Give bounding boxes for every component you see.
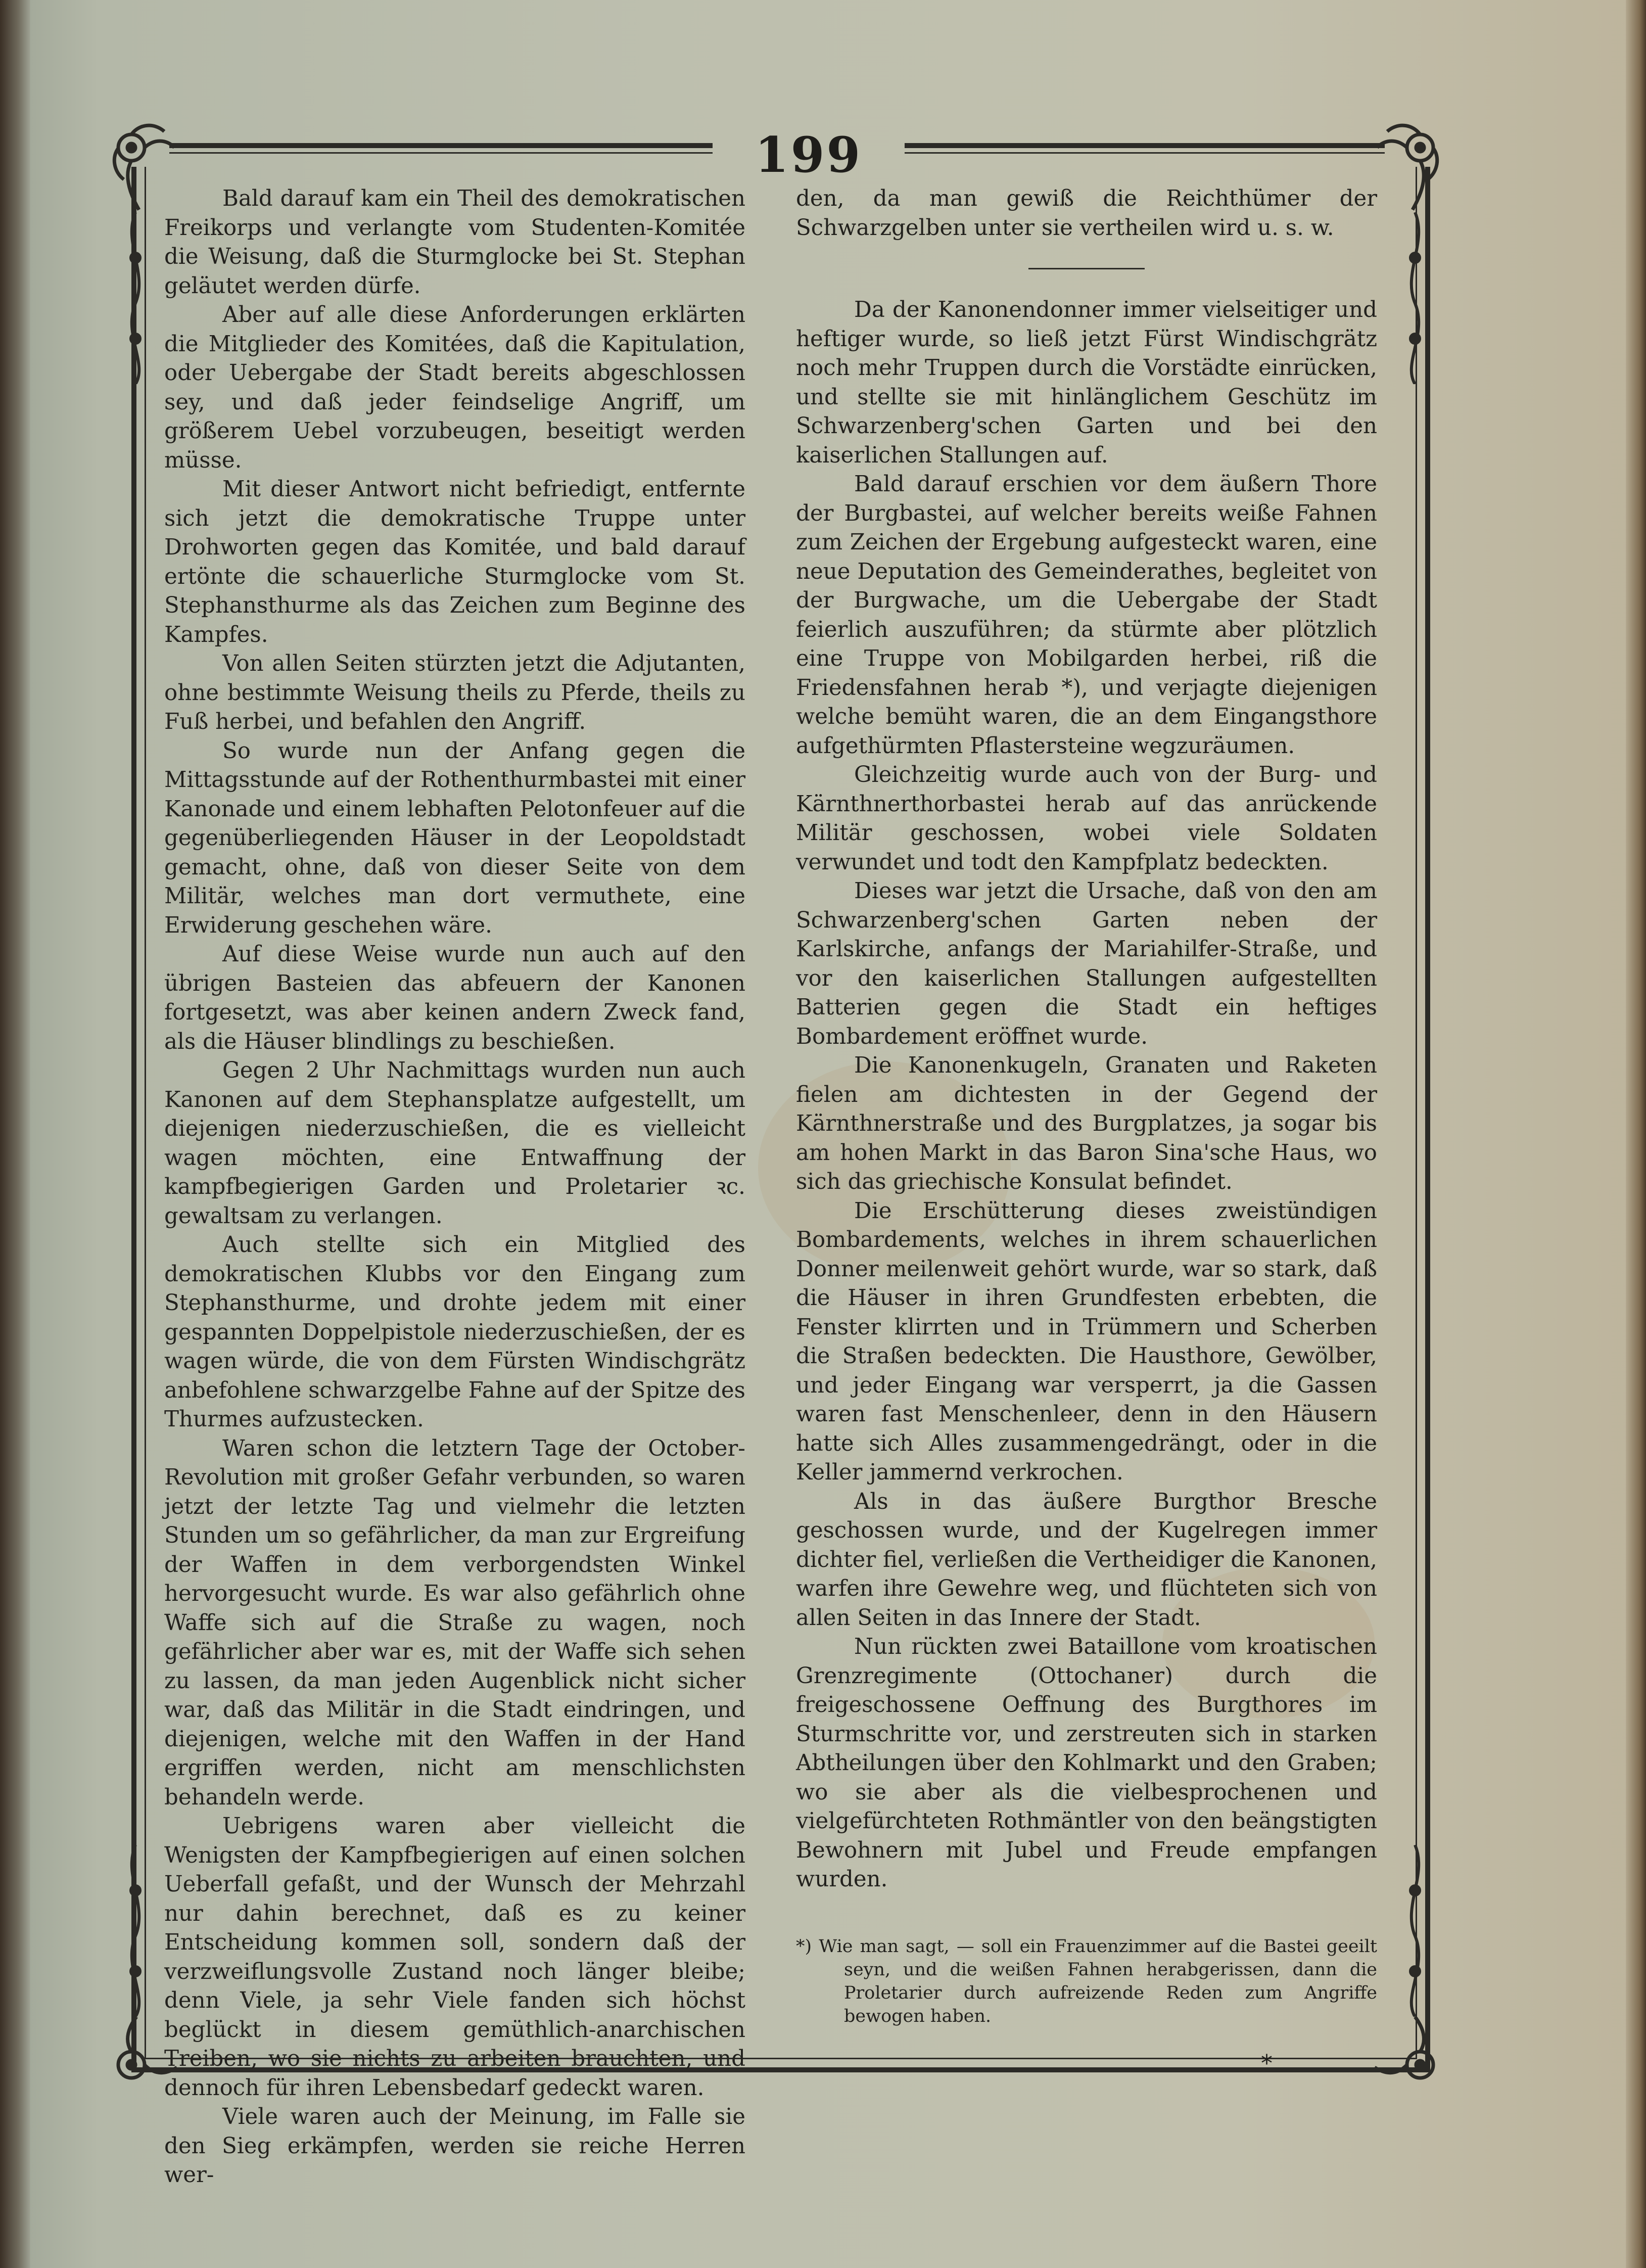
- header-rule-left: [169, 143, 713, 148]
- section-divider: [1028, 268, 1145, 269]
- book-spine-shadow: [0, 0, 30, 2268]
- paragraph: Nun rückten zwei Bataillone vom kroatischen Grenzregimente (Ottochaner) durch die freigeschossene Oeffnung des Burgthores im Sturmschritte vor, und zerstreuten sich in starken Abtheilungen über den Kohlmarkt und den Graben; wo sie aber als die vielbesprochenen und vielgefürchteten Rothmäntler von den beängstigten Bewohnern mit Jubel und Freude empfangen wurden.: [796, 1634, 1377, 1892]
- paragraph: Als in das äußere Burgthor Bresche geschossen wurde, und der Kugelregen immer dichter fiel, verließen die Vertheidiger die Kanonen, warfen ihre Gewehre weg, und flüchteten sich von allen Seiten in das Innere der Stadt.: [796, 1489, 1377, 1631]
- paragraph: Uebrigens waren aber vielleicht die Wenigsten der Kampfbegierigen auf einen solchen Ueberfall gefaßt, und der Wunsch der Mehrzahl nur dahin berechnet, daß es zu keiner Entscheidung kommen soll, sondern daß der verzweiflungsvolle Zustand noch länger bleibe; denn Viele, ja sehr Viele fanden sich höchst beglückt in diesem gemüthlich-anarchischen Treiben, wo sie nichts zu arbeiten brauchten, und dennoch für ihren Lebensbedarf gedeckt waren.: [164, 1814, 745, 2101]
- header-rule-left-thin: [169, 152, 713, 154]
- paragraph: Dieses war jetzt die Ursache, daß von den am Schwarzenberg'schen Garten neben der Karlskirche, anfangs der Mariahilfer-Straße, und vor den kaiserlichen Stallungen aufgestellten Batterien gegen die Stadt ein heftiges Bombardement eröffnet wurde.: [796, 878, 1377, 1049]
- paragraph: Von allen Seiten stürzten jetzt die Adjutanten, ohne bestimmte Weisung theils zu Pferde, theils zu Fuß herbei, und befahlen den Angriff.: [164, 651, 745, 734]
- paragraph: Auch stellte sich ein Mitglied des demokratischen Klubbs vor den Eingang zum Stephansthurme, und drohte jedem mit einer gespannten Doppelpistole niederzuschießen, der es wagen würde, die von dem Fürsten Windischgrätz anbefohlene schwarzgelbe Fahne auf der Spitze des Thurmes aufzustecken.: [164, 1232, 745, 1432]
- left-column: [164, 184, 745, 2190]
- paragraph: Bald darauf kam ein Theil des demokratischen Freikorps und verlangte vom Studenten-Komitée die Weisung, daß die Sturmglocke bei St. Stephan geläutet werden dürfe.: [164, 186, 745, 299]
- right-column: [796, 184, 1377, 2028]
- paragraph: Gegen 2 Uhr Nachmittags wurden nun auch Kanonen auf dem Stephansplatze aufgestellt, um diejenigen niederzuschießen, die es vielleicht wagen möchten, eine Entwaffnung der kampfbegierigen Garden und Proletarier ꝛc. gewaltsam zu verlangen.: [164, 1058, 745, 1229]
- paragraph: Waren schon die letztern Tage der October-Revolution mit großer Gefahr verbunden, so waren jetzt der letzte Tag und vielmehr die letzten Stunden um so gefährlicher, da man zur Ergreifung der Waffen in dem verborgendsten Winkel hervorgesucht wurde. Es war also gefährlich ohne Waffe sich auf die Straße zu wagen, noch gefährlicher aber war es, mit der Waffe sich sehen zu lassen, da man jeden Augenblick nicht sicher war, daß das Militär in die Stadt eindringen, und diejenigen, welche mit den Waffen in der Hand ergriffen werden, nicht am menschlichsten behandeln werde.: [164, 1436, 745, 1810]
- paragraph: Die Erschütterung dieses zweistündigen Bombardements, welches in ihrem schauerlichen Donner meilenweit gehört wurde, war so stark, daß die Häuser in ihren Grundfesten erbebten, die Fenster klirrten und in Trümmern und Scherben die Straßen bedeckten. Die Hausthore, Gewölber, und jeder Eingang war versperrt, ja die Gassen waren fast Menschenleer, denn in den Häusern hatte sich Alles zusammengedrängt, oder in die Keller jammernd verkrochen.: [796, 1198, 1377, 1485]
- header-rule-right-thin: [905, 152, 1385, 154]
- paragraph: Gleichzeitig wurde auch von der Burg- und Kärnthnerthorbastei herab auf das anrückende Militär geschossen, wobei viele Soldaten verwundet und todt den Kampfplatz bedeckten.: [796, 762, 1377, 875]
- paragraph: Bald darauf erschien vor dem äußern Thore der Burgbastei, auf welcher bereits weiße Fahnen zum Zeichen der Ergebung aufgesteckt waren, eine neue Deputation des Gemeinderathes, begleitet von der Burgwache, um die Uebergabe der Stadt feierlich auszuführen; da stürmte aber plötzlich eine Truppe von Mobilgarden herbei, riß die Friedensfahnen herab *), und verjagte diejenigen welche bemüht waren, die an dem Eingangsthore aufgethürmten Pflastersteine wegzuräumen.: [796, 472, 1377, 759]
- page-edge: [1626, 0, 1646, 2268]
- paragraph: Auf diese Weise wurde nun auch auf den übrigen Basteien das abfeuern der Kanonen fortgesetzt, was aber keinen andern Zweck fand, als die Häuser blindlings zu beschießen.: [164, 942, 745, 1054]
- footnote-text: *) Wie man sagt, — soll ein Frauenzimmer auf die Bastei geeilt seyn, und die weißen Fahnen herabgerissen, dann die Proletarier durch aufreizende Reden zum Angriffe bewogen haben.: [796, 1936, 1377, 2026]
- page-number: 199: [755, 126, 863, 183]
- paragraph: So wurde nun der Anfang gegen die Mittagsstunde auf der Rothenthurmbastei mit einer Kanonade und einem lebhaften Pelotonfeuer auf die gegenüberliegenden Häuser in der Leopoldstadt gemacht, ohne, daß von dieser Seite von dem Militär, welches man dort vermuthete, eine Erwiderung geschehen wäre.: [164, 738, 745, 938]
- paragraph: Mit dieser Antwort nicht befriedigt, entfernte sich jetzt die demokratische Truppe unter Drohworten gegen das Komitée, und bald darauf ertönte die schauerliche Sturmglocke vom St. Stephansthurme als das Zeichen zum Beginne des Kampfes.: [164, 477, 745, 647]
- paragraph-continuation: den, da man gewiß die Reichthümer der Schwarzgelben unter sie vertheilen wird u. s. w.: [796, 186, 1377, 241]
- paragraph: Da der Kanonendonner immer vielseitiger und heftiger wurde, so ließ jetzt Fürst Windischgrätz noch mehr Truppen durch die Vorstädte einrücken, und stellte sie mit hinlänglichem Geschütz im Schwarzenberg'schen Garten und bei den kaiserlichen Stallungen auf.: [796, 297, 1377, 468]
- footnote: [796, 1935, 1377, 2028]
- bottom-signature-mark: *: [1261, 2050, 1273, 2077]
- paragraph: Viele waren auch der Meinung, im Falle sie den Sieg erkämpfen, werden sie reiche Herren wer-: [164, 2104, 745, 2188]
- paragraph: Aber auf alle diese Anforderungen erklärten die Mitglieder des Komitées, daß die Kapitulation, oder Uebergabe der Stadt bereits abgeschlossen sey, und daß jeder feindselige Angriff, um größerem Uebel vorzubeugen, beseitigt werden müsse.: [164, 302, 745, 473]
- header-rule-right: [905, 143, 1385, 148]
- paragraph: Die Kanonenkugeln, Granaten und Raketen fielen am dichtesten in der Gegend der Kärnthnerstraße und des Burgplatzes, ja sogar bis am hohen Markt in das Baron Sina'sche Haus, wo sich das griechische Konsulat befindet.: [796, 1053, 1377, 1194]
